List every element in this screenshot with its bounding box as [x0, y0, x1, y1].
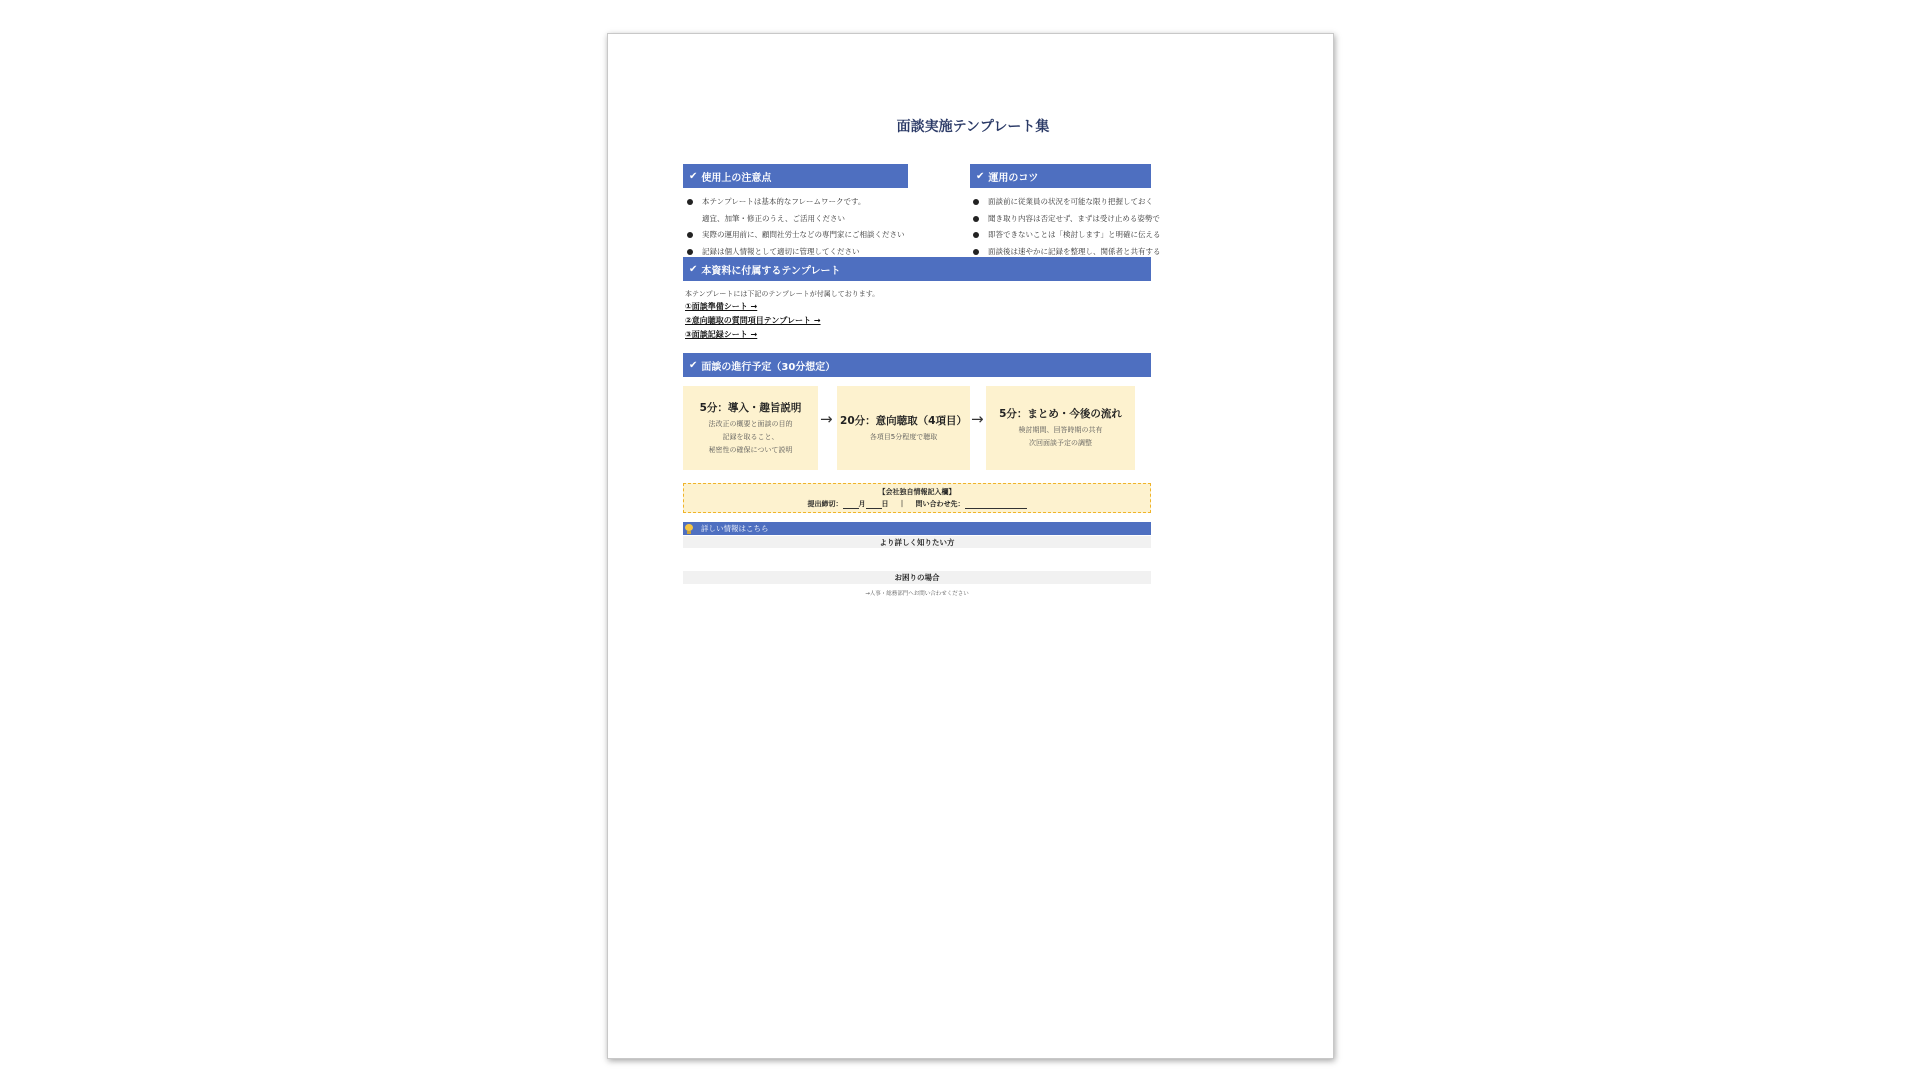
list-item-continuation: 適宜、加筆・修正のうえ、ご活用ください	[702, 213, 845, 223]
day-blank[interactable]	[866, 501, 882, 509]
list-item-text: 面談後は速やかに記録を整理し、関係者と共有する	[988, 246, 1161, 256]
company-info-box	[683, 483, 1151, 513]
arrow-right-icon: →	[820, 410, 833, 428]
flow-step-desc: 記録を取ること、	[722, 432, 779, 441]
list-item-text: 即答できないことは「検討します」と明確に伝える	[988, 230, 1161, 239]
arrow-right-icon: →	[971, 410, 984, 428]
templates-intro: 本テンプレートには下記のテンプレートが付属しております。	[685, 290, 880, 298]
trouble-note: →人事・総務部門へお問い合わせください	[865, 591, 969, 597]
bullet-icon	[973, 232, 979, 238]
contact-label: 問い合わせ先：	[915, 500, 965, 508]
flow-step-desc: 検討期間、回答時期の共有	[1018, 426, 1103, 434]
info-bar-label: 詳しい情報はこちら	[701, 524, 769, 533]
flow-step-title: 5分：まとめ・今後の流れ	[999, 408, 1122, 420]
notes-section-title: 使用上の注意点	[701, 172, 772, 184]
schedule-section-header	[683, 353, 1151, 377]
flow-step-desc: 各項目5分程度で聴取	[869, 432, 938, 441]
list-item	[973, 227, 1173, 244]
check-icon: ✔	[976, 170, 985, 182]
flow-step-desc: 法改正の概要と面談の目的	[708, 419, 793, 428]
list-item-text: 記録は個人情報として適切に管理してください	[702, 246, 860, 256]
tips-section-title: 運用のコツ	[988, 172, 1039, 184]
bullet-icon	[687, 232, 693, 238]
template-link-record-sheet[interactable]: ③面談記録シート →	[685, 330, 758, 339]
tips-list	[973, 194, 1173, 260]
template-link-question-template[interactable]: ②意向聴取の質問項目テンプレート →	[685, 316, 821, 325]
template-link-prep-sheet[interactable]: ①面談準備シート →	[685, 302, 758, 311]
flow-step-intro	[683, 386, 818, 470]
list-item	[973, 211, 1173, 228]
flow-step-title: 5分：導入・趣旨説明	[699, 401, 802, 414]
flow-step-desc: 次回面談予定の調整	[1029, 439, 1092, 447]
bullet-icon	[687, 199, 693, 205]
info-bar	[683, 522, 1151, 535]
schedule-section-title: 面談の進行予定（30分想定）	[701, 361, 836, 373]
list-item-text: 実際の運用前に、顧問社労士などの専門家にご相談ください	[702, 230, 905, 239]
check-icon: ✔	[689, 263, 698, 275]
more-info-row[interactable]: より詳しく知りたい方	[683, 536, 1151, 548]
check-icon: ✔	[689, 359, 698, 371]
list-item	[687, 194, 912, 211]
list-item	[973, 194, 1173, 211]
list-item-text: 本テンプレートは基本的なフレームワークです。	[702, 197, 866, 206]
list-item-text: 面談前に従業員の状況を可能な限り把握しておく	[988, 197, 1153, 206]
check-icon: ✔	[689, 170, 698, 182]
list-item-text: 聞き取り内容は否定せず、まずは受け止める姿勢で	[988, 213, 1160, 223]
templates-section-header	[683, 257, 1151, 281]
notes-section-header	[683, 164, 908, 188]
tips-section-header	[970, 164, 1151, 188]
document-page	[607, 33, 1334, 1059]
trouble-row: お困りの場合	[683, 571, 1151, 584]
contact-blank[interactable]	[965, 501, 1027, 509]
bullet-icon	[687, 249, 693, 255]
company-info-fields	[808, 499, 1027, 509]
month-label: 月	[858, 500, 866, 508]
flow-step-desc: 秘密性の確保について説明	[708, 445, 793, 454]
flow-step-hearing	[837, 386, 970, 470]
bullet-icon	[973, 199, 979, 205]
flow-step-summary	[986, 386, 1135, 470]
deadline-label: 提出締切：	[807, 500, 843, 508]
notes-list	[687, 194, 912, 260]
month-blank[interactable]	[843, 501, 859, 509]
lightbulb-icon	[685, 524, 693, 534]
templates-section-title: 本資料に付属するテンプレート	[701, 265, 841, 277]
day-label: 日	[881, 500, 889, 508]
separator: ｜	[898, 500, 906, 508]
flow-step-title: 20分：意向聴取（4項目）	[840, 414, 967, 427]
company-info-title: 【会社独自情報記入欄】	[878, 488, 956, 496]
page-title: 面談実施テンプレート集	[896, 119, 1050, 135]
bullet-icon	[973, 249, 979, 255]
list-item	[687, 227, 912, 244]
bullet-icon	[973, 216, 979, 222]
